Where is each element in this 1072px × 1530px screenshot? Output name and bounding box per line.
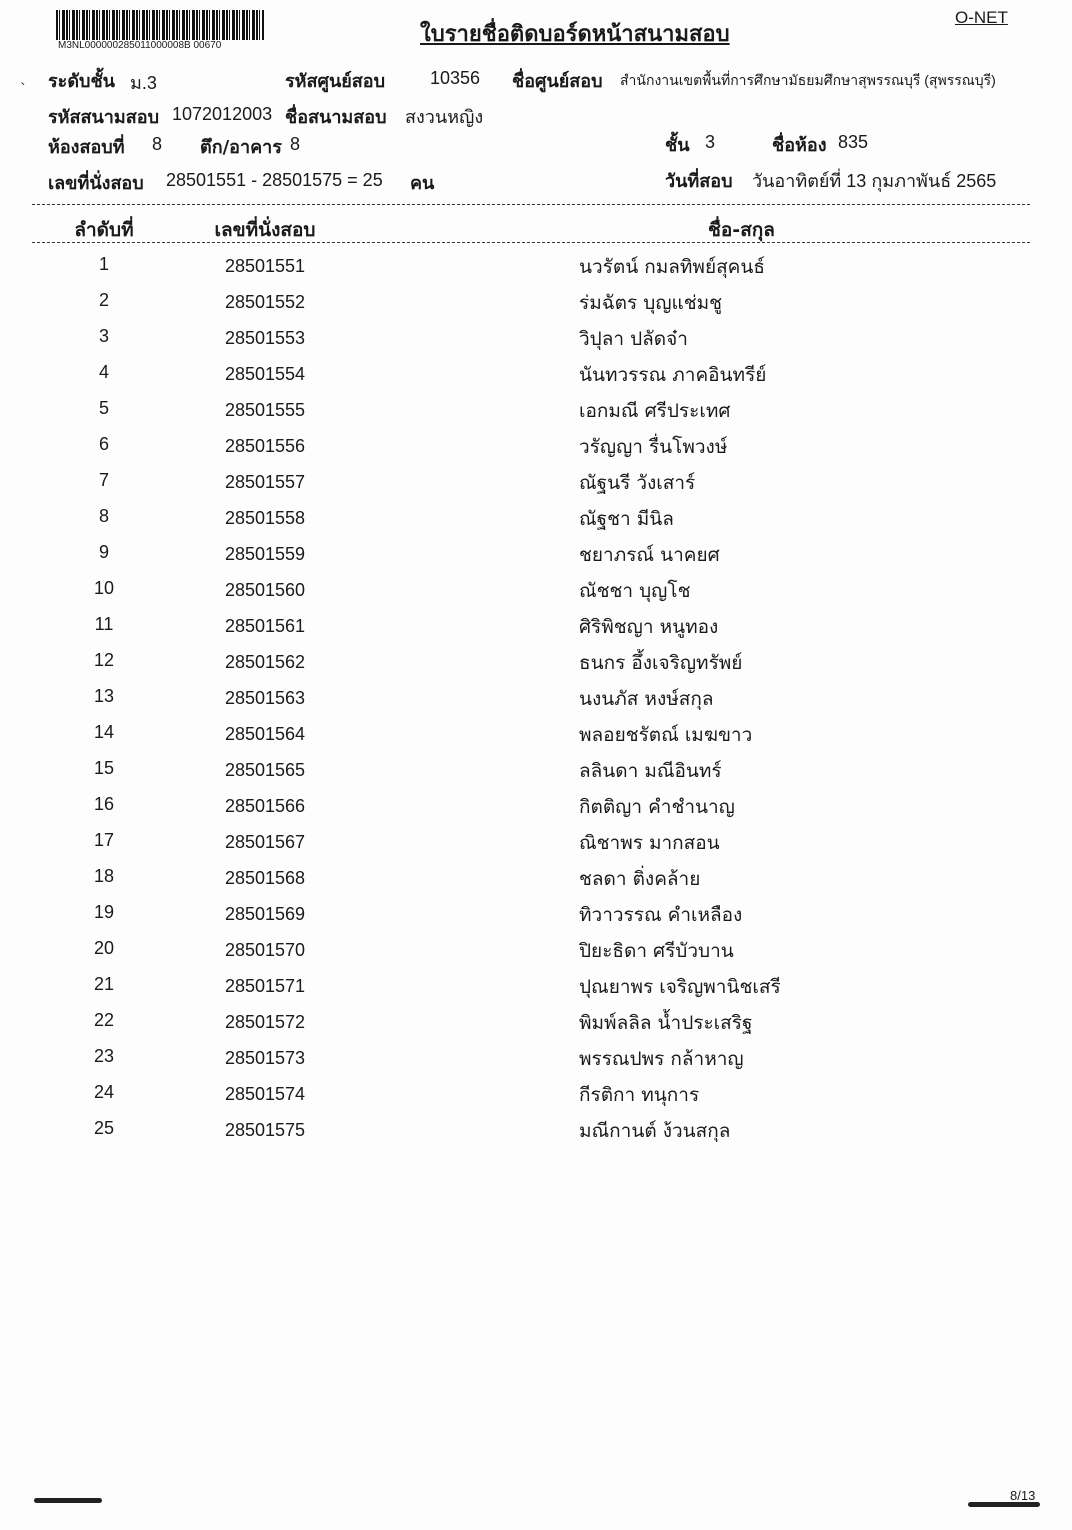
seat-range-unit: คน <box>410 173 435 194</box>
row-seat-number: 28501568 <box>224 868 306 888</box>
row-seat-number: 28501572 <box>224 1012 306 1032</box>
row-student-name: พรรณปพร กล้าหาญ <box>579 1048 744 1070</box>
site-name-label: ชื่อสนามสอบ <box>285 107 387 128</box>
row-number: 14 <box>93 722 115 742</box>
row-student-name: ศิริพิชญา หนูทอง <box>579 616 719 638</box>
row-seat-number: 28501552 <box>224 292 306 312</box>
row-number: 13 <box>93 686 115 706</box>
margin-mark: ` <box>20 82 27 98</box>
row-student-name: พิมพ์ลลิล น้ำประเสริฐ <box>579 1012 753 1034</box>
site-code-label: รหัสสนามสอบ <box>48 107 160 128</box>
row-student-name: ร่มฉัตร บุญแช่มชู <box>579 292 723 314</box>
barcode-text: M3NL000000285011000008B 00670 <box>58 40 222 51</box>
row-seat-number: 28501558 <box>224 508 306 528</box>
document-title: ใบรายชื่อติดบอร์ดหน้าสนามสอบ <box>420 22 730 47</box>
row-seat-number: 28501569 <box>224 904 306 924</box>
col-header-name: ชื่อ-สกุล <box>708 219 775 241</box>
date-value: วันอาทิตย์ที่ 13 กุมภาพันธ์ 2565 <box>752 171 997 191</box>
building-value: 8 <box>290 134 301 154</box>
center-name-label: ชื่อศูนย์สอบ <box>512 71 603 92</box>
page-number: 8/13 <box>1010 1488 1036 1503</box>
row-number: 23 <box>93 1046 115 1066</box>
center-name-value: สำนักงานเขตพื้นที่การศึกษามัธยมศึกษาสุพรรณบุรี (สุพรรณบุรี) <box>620 72 996 88</box>
row-number: 3 <box>98 326 109 346</box>
row-seat-number: 28501565 <box>224 760 306 780</box>
row-number: 11 <box>94 614 114 634</box>
building-label: ตึก/อาคาร <box>200 137 282 158</box>
row-student-name: ณัฐชา มีนิล <box>579 508 674 530</box>
row-student-name: ทิวาวรรณ คำเหลือง <box>579 904 743 926</box>
row-seat-number: 28501555 <box>224 400 306 420</box>
row-number: 4 <box>98 362 109 382</box>
seat-range-label: เลขที่นั่งสอบ <box>48 173 144 194</box>
row-number: 2 <box>98 290 109 310</box>
row-number: 21 <box>93 974 115 994</box>
room-label: ห้องสอบที่ <box>48 137 125 158</box>
floor-value: 3 <box>705 132 716 152</box>
row-student-name: ชลดา ติ่งคล้าย <box>579 868 701 890</box>
row-student-name: นันทวรรณ ภาคอินทรีย์ <box>579 364 767 386</box>
row-seat-number: 28501573 <box>224 1048 306 1068</box>
row-student-name: กีรติกา ทนุการ <box>579 1084 700 1106</box>
row-seat-number: 28501557 <box>224 472 306 492</box>
seat-range-value: 28501551 - 28501575 = 25 <box>166 170 383 190</box>
site-name-value: สงวนหญิง <box>405 107 484 127</box>
divider-top <box>32 204 1030 205</box>
margin-mark-left <box>34 1498 102 1503</box>
row-seat-number: 28501561 <box>224 616 306 636</box>
row-student-name: วรัญญา รื่นโพวงษ์ <box>579 436 728 458</box>
row-number: 5 <box>98 398 109 418</box>
row-number: 7 <box>98 470 109 490</box>
center-code-value: 10356 <box>430 68 481 88</box>
row-number: 25 <box>93 1118 115 1138</box>
row-student-name: นงนภัส หงษ์สกุล <box>579 688 714 710</box>
site-code-value: 1072012003 <box>172 104 273 124</box>
row-seat-number: 28501566 <box>224 796 306 816</box>
exam-type: O-NET <box>955 8 1008 27</box>
row-student-name: พลอยชรัตณ์ เมฆขาว <box>579 724 753 746</box>
level-value: ม.3 <box>130 73 157 93</box>
date-label: วันที่สอบ <box>665 171 733 192</box>
row-number: 15 <box>93 758 115 778</box>
row-number: 8 <box>98 506 109 526</box>
row-number: 24 <box>93 1082 115 1102</box>
row-seat-number: 28501551 <box>224 256 306 276</box>
row-student-name: มณีกานต์ ง้วนสกุล <box>579 1120 731 1142</box>
row-student-name: ปุณยาพร เจริญพานิชเสรี <box>579 976 781 998</box>
col-header-no: ลำดับที่ <box>74 219 134 241</box>
row-number: 22 <box>93 1010 115 1030</box>
row-number: 9 <box>98 542 109 562</box>
row-seat-number: 28501570 <box>224 940 306 960</box>
row-student-name: ลลินดา มณีอินทร์ <box>579 760 722 782</box>
row-student-name: ณัฐนรี วังเสาร์ <box>579 472 696 494</box>
row-number: 19 <box>93 902 115 922</box>
row-number: 16 <box>93 794 115 814</box>
row-seat-number: 28501560 <box>224 580 306 600</box>
row-student-name: ชยาภรณ์ นาคยศ <box>579 544 720 566</box>
row-number: 17 <box>93 830 115 850</box>
row-student-name: เอกมณี ศรีประเทศ <box>579 400 731 422</box>
row-student-name: นวรัตน์ กมลทิพย์สุคนธ์ <box>579 256 765 278</box>
row-seat-number: 28501559 <box>224 544 306 564</box>
row-seat-number: 28501554 <box>224 364 306 384</box>
row-student-name: ณิชาพร มากสอน <box>579 832 720 854</box>
floor-label: ชั้น <box>665 135 690 156</box>
row-student-name: กิตติญา คำชำนาญ <box>579 796 735 818</box>
row-number: 10 <box>93 578 115 598</box>
row-student-name: ปิยะธิดา ศรีบัวบาน <box>579 940 734 962</box>
divider-header <box>32 242 1030 243</box>
center-code-label: รหัสศูนย์สอบ <box>285 71 386 92</box>
row-seat-number: 28501562 <box>224 652 306 672</box>
row-seat-number: 28501567 <box>224 832 306 852</box>
room-name-value: 835 <box>838 132 869 152</box>
barcode <box>56 10 264 40</box>
row-seat-number: 28501553 <box>224 328 306 348</box>
level-label: ระดับชั้น <box>48 71 115 92</box>
col-header-seat: เลขที่นั่งสอบ <box>214 219 316 241</box>
row-seat-number: 28501574 <box>224 1084 306 1104</box>
row-number: 6 <box>98 434 109 454</box>
row-number: 20 <box>93 938 115 958</box>
row-seat-number: 28501564 <box>224 724 306 744</box>
row-seat-number: 28501575 <box>224 1120 306 1140</box>
row-number: 12 <box>93 650 115 670</box>
row-number: 18 <box>93 866 115 886</box>
row-seat-number: 28501571 <box>224 976 306 996</box>
row-student-name: ณัชชา บุญโช <box>579 580 691 602</box>
row-number: 1 <box>98 254 109 274</box>
row-seat-number: 28501556 <box>224 436 306 456</box>
room-value: 8 <box>152 134 163 154</box>
room-name-label: ชื่อห้อง <box>772 135 827 156</box>
row-seat-number: 28501563 <box>224 688 306 708</box>
row-student-name: วิปุลา ปลัดจ๋า <box>579 328 688 350</box>
row-student-name: ธนกร อึ้งเจริญทรัพย์ <box>579 652 743 674</box>
